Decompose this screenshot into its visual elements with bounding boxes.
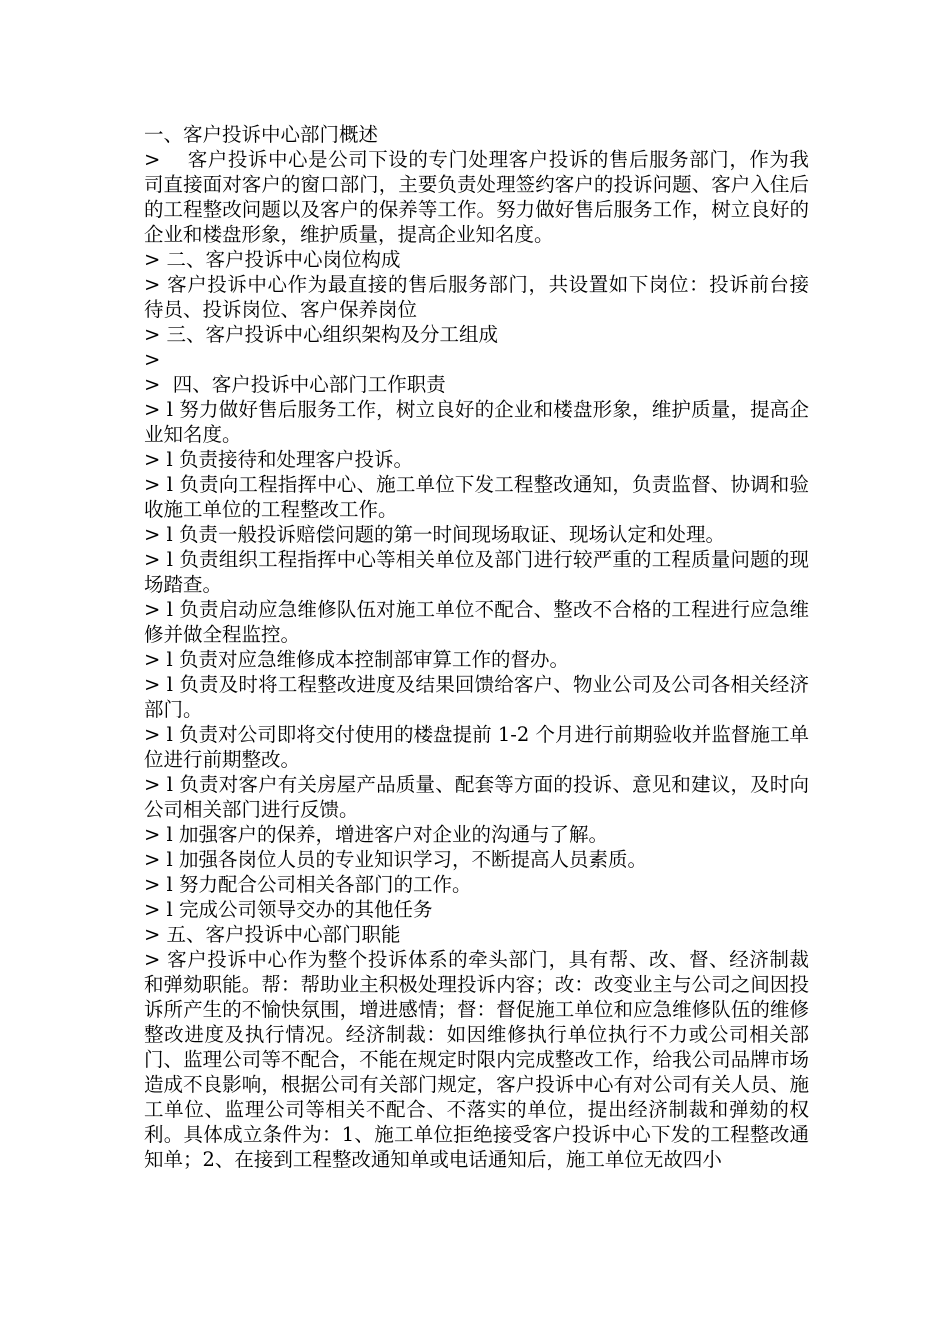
duty-item: > l 努力做好售后服务工作，树立良好的企业和楼盘形象，维护质量，提高企业知名度。: [144, 398, 809, 446]
duty-item: > l 负责对公司即将交付使用的楼盘提前 1-2 个月进行前期验收并监督施工单位进行前期整改。: [144, 723, 809, 771]
document-body: [144, 122, 809, 1172]
section-heading-functions: > 五、客户投诉中心部门职能: [144, 923, 401, 946]
section-heading-organization: > 三、客户投诉中心组织架构及分工组成: [144, 323, 499, 346]
section-heading-overview: 一、客户投诉中心部门概述: [144, 123, 379, 146]
duty-item: > l 负责及时将工程整改进度及结果回馈给客户、物业公司及公司各相关经济部门。: [144, 673, 809, 721]
paragraph-functions: > 客户投诉中心作为整个投诉体系的牵头部门，具有帮、改、督、经济制裁和弹劾职能。帮：帮助业主积极处理投诉内容；改：改变业主与公司之间因投诉所产生的不愉快氛围，增进感情；督：督促施工单位和应急维修队伍的维修整改进度及执行情况。经济制裁：如因维修执行单位执行不力或公司相关部门、监理公司等不配合，不能在规定时限内完成整改工作，给我公司品牌市场造成不良影响，根据公司有关部门规定，客户投诉中心有对公司有关人员、施工单位、监理公司等相关不配合、不落实的单位，提出经济制裁和弹劾的权利。具体成立条件为：1、施工单位拒绝接受客户投诉中心下发的工程整改通知单；2、在接到工程整改通知单或电话通知后，施工单位无故四小: [144, 948, 809, 1171]
duty-item: > l 负责启动应急维修队伍对施工单位不配合、整改不合格的工程进行应急维修并做全程监控。: [144, 598, 809, 646]
paragraph-positions: > 客户投诉中心作为最直接的售后服务部门，共设置如下岗位：投诉前台接待员、投诉岗位、客户保养岗位: [144, 273, 809, 321]
paragraph-overview: > 客户投诉中心是公司下设的专门处理客户投诉的售后服务部门，作为我司直接面对客户的窗口部门，主要负责处理签约客户的投诉问题、客户入住后的工程整改问题以及客户的保养等工作。努力做好售后服务工作，树立良好的企业和楼盘形象，维护质量，提高企业知名度。: [144, 148, 809, 246]
duty-item: > l 努力配合公司相关各部门的工作。: [144, 873, 472, 896]
section-heading-duties: > 四、客户投诉中心部门工作职责: [144, 373, 446, 396]
duty-item: > l 负责一般投诉赔偿问题的第一时间现场取证、现场认定和处理。: [144, 523, 725, 546]
duty-item: > l 负责对应急维修成本控制部审算工作的督办。: [144, 648, 569, 671]
section-heading-positions: > 二、客户投诉中心岗位构成: [144, 248, 401, 271]
duty-item: > l 负责对客户有关房屋产品质量、配套等方面的投诉、意见和建议，及时向公司相关部门进行反馈。: [144, 773, 809, 821]
duty-item: > l 负责组织工程指挥中心等相关单位及部门进行较严重的工程质量问题的现场踏查。: [144, 548, 809, 596]
duty-item: > l 完成公司领导交办的其他任务: [144, 898, 433, 921]
duty-item: > l 负责向工程指挥中心、施工单位下发工程整改通知，负责监督、协调和验收施工单位的工程整改工作。: [144, 473, 809, 521]
duty-item: > l 负责接待和处理客户投诉。: [144, 448, 413, 471]
duty-item: > l 加强客户的保养，增进客户对企业的沟通与了解。: [144, 823, 608, 846]
paragraph-empty-quote: >: [144, 348, 161, 371]
duty-item: > l 加强各岗位人员的专业知识学习，不断提高人员素质。: [144, 848, 647, 871]
